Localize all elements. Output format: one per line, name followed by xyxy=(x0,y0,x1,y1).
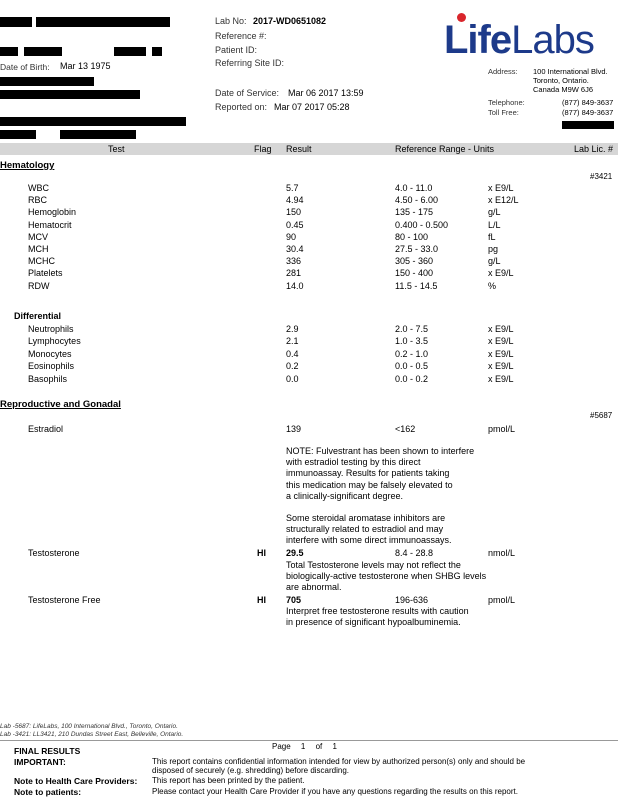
reference-range: 0.2 - 1.0 xyxy=(395,348,429,359)
page-total: 1 xyxy=(332,742,337,751)
address-line2: Toronto, Ontario. xyxy=(533,76,589,85)
section-differential: Differential xyxy=(14,311,62,321)
important-label: IMPORTANT: xyxy=(14,757,66,767)
reference-range: 80 - 100 xyxy=(395,231,429,242)
lab-no-value: 2017-WD0651082 xyxy=(253,16,327,26)
result-value: 705 xyxy=(286,595,302,605)
dob-label: Date of Birth: xyxy=(0,62,50,72)
redacted-id xyxy=(152,47,162,56)
note-line: interfere with some direct immunoassays. xyxy=(286,535,452,546)
note-line: immunoassay. Results for patients taking xyxy=(286,468,450,479)
unit: g/L xyxy=(488,256,501,267)
reference-range: 0.400 - 0.500 xyxy=(395,219,449,230)
referring-site-label: Referring Site ID: xyxy=(215,58,285,68)
unit: L/L xyxy=(488,219,501,230)
logo-accent: Labs xyxy=(511,18,594,62)
reference-range: 0.0 - 0.2 xyxy=(395,373,429,384)
tollfree-value: (877) 849-3637 xyxy=(562,108,614,117)
table-row xyxy=(0,220,618,232)
unit: x E9/L xyxy=(488,268,514,279)
note-line: biologically-active testosterone when SHBG levels xyxy=(286,571,487,582)
redacted-address xyxy=(0,90,140,99)
reported-on-label: Reported on: xyxy=(215,102,268,112)
result-value: 2.9 xyxy=(286,324,299,334)
estradiol-note-1 xyxy=(286,446,526,502)
test-name: Monocytes xyxy=(28,348,72,359)
lifelabs-logo xyxy=(444,18,594,63)
address-label: Address: xyxy=(488,67,518,76)
table-row xyxy=(0,256,618,268)
reference-range: 0.0 - 0.5 xyxy=(395,361,429,372)
section-reproductive: Reproductive and Gonadal xyxy=(0,399,121,410)
unit: x E9/L xyxy=(488,361,514,372)
redacted-id xyxy=(114,47,146,56)
result-value: 139 xyxy=(286,424,302,434)
date-of-service-value: Mar 06 2017 13:59 xyxy=(288,88,364,98)
table-row xyxy=(0,548,618,560)
unit: % xyxy=(488,280,497,291)
telephone-value: (877) 849-3637 xyxy=(562,98,614,107)
unit: nmol/L xyxy=(488,548,516,558)
tollfree-label: Toll Free: xyxy=(488,108,519,117)
table-row xyxy=(0,374,618,386)
unit: fL xyxy=(488,231,496,242)
section-hematology: Hematology xyxy=(0,160,55,171)
hematology-lic: #3421 xyxy=(590,172,613,181)
reported-on-value: Mar 07 2017 05:28 xyxy=(274,102,350,112)
unit: x E9/L xyxy=(488,336,514,347)
table-row xyxy=(0,183,618,195)
patients-text: Please contact your Health Care Provider if you have any questions regarding the results on this report. xyxy=(152,787,518,796)
unit: pmol/L xyxy=(488,595,516,605)
patients-label: Note to patients: xyxy=(14,787,82,797)
reference-range: 135 - 175 xyxy=(395,207,434,218)
test-name: Testosterone xyxy=(28,548,80,558)
page-num: 1 xyxy=(300,742,306,751)
table-row xyxy=(0,349,618,361)
page-indicator xyxy=(272,742,337,751)
test-name: Lymphocytes xyxy=(28,336,81,347)
result-value: 0.45 xyxy=(286,219,304,230)
result-value: 14.0 xyxy=(286,280,304,291)
testosterone-free-note xyxy=(286,606,526,628)
col-flag: Flag xyxy=(254,144,272,154)
redacted-name xyxy=(0,17,32,27)
reference-range: 4.50 - 6.00 xyxy=(395,195,439,206)
result-value: 0.0 xyxy=(286,373,299,384)
important-text2: disposed of securely (e.g. shredding) before discarding. xyxy=(152,766,349,775)
reproductive-lic: #5687 xyxy=(590,411,613,420)
hcp-text: This report has been printed by the patient. xyxy=(152,776,305,785)
date-of-service-label: Date of Service: xyxy=(215,88,280,98)
note-line: NOTE: Fulvestrant has been shown to interfere xyxy=(286,446,475,456)
flag-value: HI xyxy=(257,595,266,605)
page-label: Page xyxy=(272,742,291,751)
test-name: RBC xyxy=(28,195,48,206)
logo-main: Life xyxy=(444,18,512,62)
table-row xyxy=(0,424,618,436)
reference-range: 8.4 - 28.8 xyxy=(395,548,434,558)
result-value: 30.4 xyxy=(286,244,304,254)
test-name: Hemoglobin xyxy=(28,207,77,218)
lab-no-label: Lab No: xyxy=(215,16,247,26)
table-row xyxy=(0,207,618,219)
note-line: Total Testosterone levels may not reflect the xyxy=(286,560,461,570)
address-line1: 100 International Blvd. xyxy=(533,67,608,76)
unit: x E9/L xyxy=(488,183,514,193)
unit: pg xyxy=(488,244,499,254)
final-results: FINAL RESULTS xyxy=(14,746,81,756)
redacted-name xyxy=(36,17,170,27)
result-value: 150 xyxy=(286,207,302,218)
table-row xyxy=(0,232,618,244)
table-row xyxy=(0,281,618,293)
unit: pmol/L xyxy=(488,424,516,434)
reference-range: 305 - 360 xyxy=(395,256,434,267)
reference-label: Reference #: xyxy=(215,31,267,41)
redacted-address xyxy=(0,77,94,86)
reference-range: 11.5 - 14.5 xyxy=(395,280,438,291)
result-value: 2.1 xyxy=(286,336,299,347)
result-value: 0.2 xyxy=(286,361,299,372)
test-name: Eosinophils xyxy=(28,361,75,372)
redacted-id xyxy=(0,47,18,56)
table-header xyxy=(0,143,618,155)
result-value: 29.5 xyxy=(286,548,304,558)
test-name: Estradiol xyxy=(28,424,64,434)
reference-range: <162 xyxy=(395,424,416,434)
note-line: this medication may be falsely elevated to xyxy=(286,479,453,490)
note-line: in presence of significant hypoalbuminemia. xyxy=(286,617,461,628)
footer-lab2: Lab -3421: LL3421, 210 Dundas Street East, Belleville, Ontario. xyxy=(0,731,184,738)
test-name: Hematocrit xyxy=(28,219,72,230)
note-line: Interpret free testosterone results with caution xyxy=(286,606,469,616)
address-line3: Canada M9W 6J6 xyxy=(533,85,594,94)
test-name: WBC xyxy=(28,183,49,193)
note-line: structurally related to estradiol and may xyxy=(286,524,444,535)
col-range: Reference Range - Units xyxy=(395,144,495,154)
table-row xyxy=(0,268,618,280)
redacted-info xyxy=(562,121,614,129)
result-value: 90 xyxy=(286,231,297,242)
reference-range: 27.5 - 33.0 xyxy=(395,244,439,254)
redacted-phone xyxy=(0,130,36,139)
reference-range: 150 - 400 xyxy=(395,268,434,279)
test-name: MCV xyxy=(28,231,48,242)
hcp-label: Note to Health Care Providers: xyxy=(14,776,138,786)
reference-range: 4.0 - 11.0 xyxy=(395,183,433,193)
important-text1: This report contains confidential information intended for view by authorized person(s) only and should be xyxy=(152,757,526,766)
result-value: 281 xyxy=(286,268,302,279)
unit: g/L xyxy=(488,207,501,218)
table-row xyxy=(0,244,618,256)
col-test: Test xyxy=(108,144,125,154)
unit: x E9/L xyxy=(488,324,514,334)
test-name: MCH xyxy=(28,244,49,254)
result-value: 336 xyxy=(286,256,302,267)
redacted-phone xyxy=(0,117,186,126)
test-name: Basophils xyxy=(28,373,68,384)
result-value: 0.4 xyxy=(286,348,299,359)
redacted-phone xyxy=(60,130,136,139)
reference-range: 1.0 - 3.5 xyxy=(395,336,429,347)
test-name: RDW xyxy=(28,280,50,291)
note-line: Some steroidal aromatase inhibitors are xyxy=(286,513,446,523)
footer-lab1: Lab -5687: LifeLabs, 100 International Blvd., Toronto, Ontario. xyxy=(0,723,178,730)
result-value: 4.94 xyxy=(286,195,304,206)
dob-value: Mar 13 1975 xyxy=(60,61,111,71)
note-line: are abnormal. xyxy=(286,582,342,593)
result-value: 5.7 xyxy=(286,183,299,193)
reference-range: 196-636 xyxy=(395,595,429,605)
unit: x E9/L xyxy=(488,373,514,384)
test-name: MCHC xyxy=(28,256,55,267)
note-line: with estradiol testing by this direct xyxy=(286,457,421,468)
testosterone-note xyxy=(286,560,526,594)
redacted-id xyxy=(24,47,62,56)
patient-id-label: Patient ID: xyxy=(215,45,258,55)
footer-divider xyxy=(0,740,618,741)
table-row xyxy=(0,324,618,336)
estradiol-note-2 xyxy=(286,513,526,547)
test-name: Testosterone Free xyxy=(28,595,101,605)
col-lic: Lab Lic. # xyxy=(574,144,614,154)
note-line: a clinically-significant degree. xyxy=(286,490,404,501)
telephone-label: Telephone: xyxy=(488,98,525,107)
table-row xyxy=(0,336,618,348)
unit: x E12/L xyxy=(488,195,519,206)
col-result: Result xyxy=(286,144,312,154)
table-row xyxy=(0,195,618,207)
test-name: Neutrophils xyxy=(28,324,74,334)
table-row xyxy=(0,361,618,373)
flag-value: HI xyxy=(257,548,266,558)
page-of: of xyxy=(315,742,323,751)
reference-range: 2.0 - 7.5 xyxy=(395,324,429,334)
unit: x E9/L xyxy=(488,348,514,359)
test-name: Platelets xyxy=(28,268,63,279)
